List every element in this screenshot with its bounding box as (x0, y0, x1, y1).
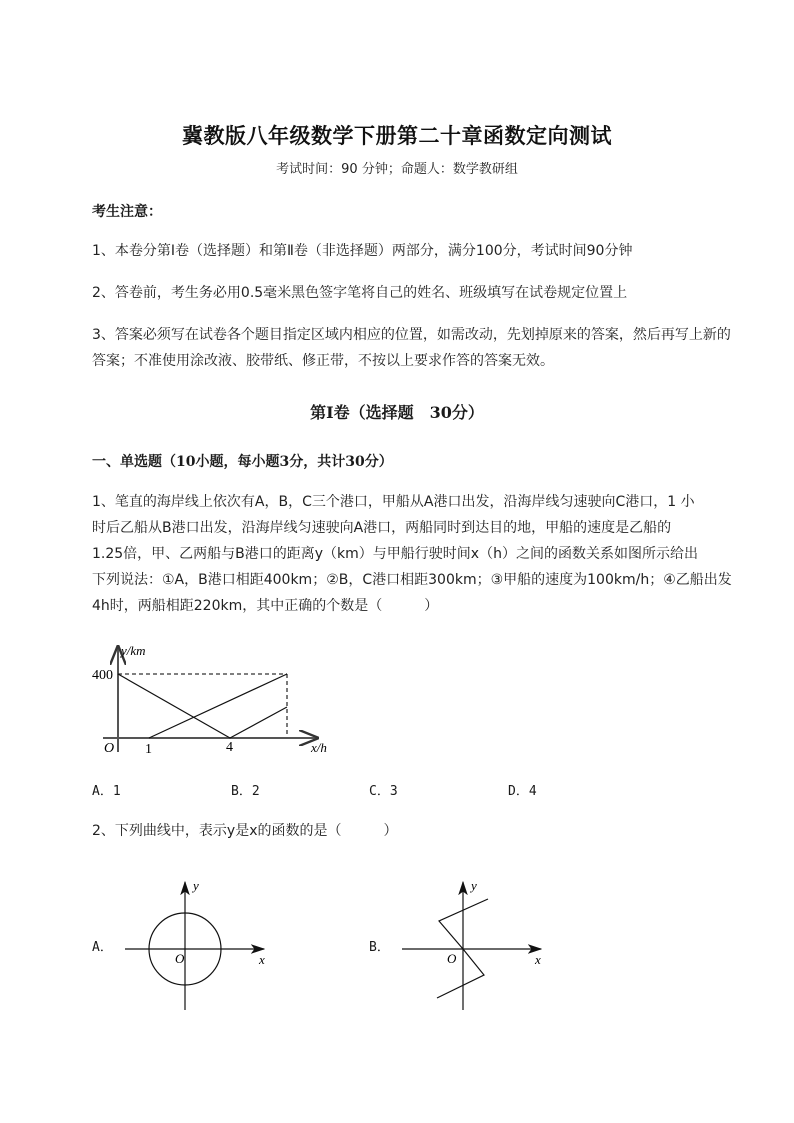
y-axis-label: y (193, 878, 199, 893)
question-1-line: 1、笔直的海岸线上依次有A，B，C三个港口，甲船从A港口出发，沿海岸线匀速驶向C港口，1 小 (92, 494, 695, 510)
question-1-option-d[interactable]: D．4 (508, 784, 537, 799)
section-title: 第Ⅰ卷（选择题 30分） (310, 403, 484, 422)
question-1-line: 下列说法：①A，B港口相距400km；②B，C港口相距300km；③甲船的速度为100km/h；④乙船出发 (92, 572, 732, 588)
x-tick-4: 4 (226, 740, 233, 755)
distance-line (230, 707, 287, 738)
x-axis-label: x (259, 952, 265, 967)
question-2-option-a[interactable]: A． (92, 940, 113, 955)
origin-label: O (104, 741, 115, 756)
part-heading: 一、单选题（10小题，每小题3分，共计30分） (92, 454, 393, 470)
notice-item-2: 2、答卷前，考生务必用0.5毫米黑色签字笔将自己的姓名、班级填写在试卷规定位置上 (92, 285, 628, 301)
question-1-line: 时后乙船从B港口出发，沿海岸线匀速驶向A港口，两船同时到达目的地，甲船的速度是乙船的 (92, 520, 672, 536)
question-1-line: 4h时，两船相距220km，其中正确的个数是（ ） (92, 598, 439, 614)
ship-yi-line (118, 674, 230, 738)
question-2-text: 2、下列曲线中，表示y是x的函数的是（ ） (92, 823, 398, 839)
option-a-graph (125, 878, 265, 1010)
question-1-option-b[interactable]: B．2 (231, 784, 260, 799)
page-title: 冀教版八年级数学下册第二十章函数定向测试 (182, 123, 612, 148)
y-axis-label: y (471, 878, 477, 893)
question-1-line: 1.25倍，甲、乙两船与B港口的距离y（km）与甲船行驶时间x（h）之间的函数关系如图所示给出 (92, 546, 698, 562)
question-1-option-a[interactable]: A．1 (92, 784, 121, 799)
y-tick-400: 400 (92, 668, 113, 683)
origin-label: O (175, 951, 185, 966)
y-axis-label: y/km (121, 643, 146, 658)
x-axis-label: x (535, 952, 541, 967)
exam-info: 考试时间：90 分钟；命题人：数学教研组 (276, 162, 518, 177)
origin-label: O (447, 951, 457, 966)
notice-item-3: 3、答案必须写在试卷各个题目指定区域内相应的位置，如需改动，先划掉原来的答案，然后再写上新的答案；不准使用涂改液、胶带纸、修正带，不按以上要求作答的答案无效。 (92, 327, 731, 369)
x-axis-label: x/h (311, 740, 327, 755)
notice-heading: 考生注意： (92, 204, 162, 220)
option-b-graph (402, 878, 541, 1010)
question-2-option-b[interactable]: B． (369, 940, 390, 955)
x-tick-1: 1 (145, 742, 152, 757)
ship-jia-line (149, 674, 287, 738)
question-1-option-c[interactable]: C．3 (369, 784, 398, 799)
notice-item-1: 1、本卷分第Ⅰ卷（选择题）和第Ⅱ卷（非选择题）两部分，满分100分，考试时间90分钟 (92, 243, 633, 259)
